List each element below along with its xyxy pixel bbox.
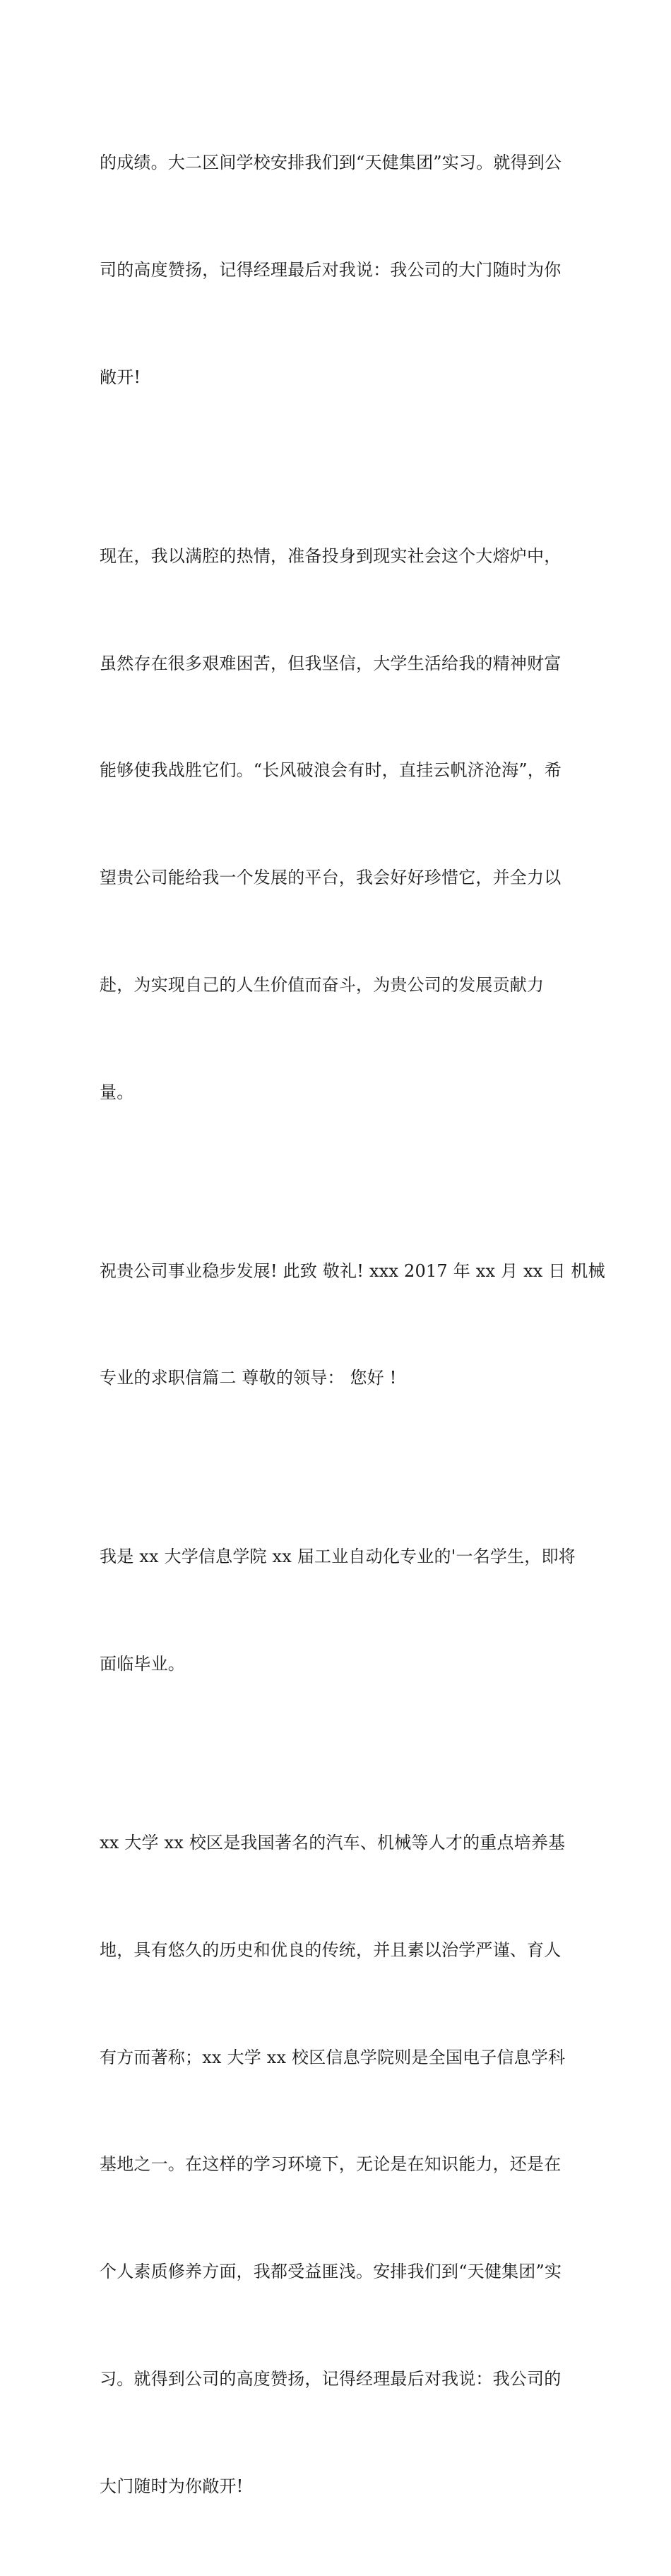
paragraph-university xyxy=(100,1754,574,2576)
text-line: 专业的求职信篇二 尊敬的领导： 您好 ! xyxy=(100,1368,397,1388)
text-line: 地，具有悠久的历史和优良的传统，并且素以治学严谨、育人 xyxy=(100,1939,562,1960)
text-line: 虽然存在很多艰难困苦，但我坚信，大学生活给我的精神财富 xyxy=(100,653,562,673)
text-line: 大门随时为你敞开! xyxy=(100,2476,244,2496)
text-line: 个人素质修养方面，我都受益匪浅。安排我们到“天健集团”实 xyxy=(100,2262,562,2282)
paragraph-aspiration xyxy=(100,467,574,1182)
text-line: xx 大学 xx 校区是我国著名的汽车、机械等人才的重点培养基 xyxy=(100,1833,566,1853)
text-line: 习。就得到公司的高度赞扬，记得经理最后对我说：我公司的 xyxy=(100,2369,562,2389)
text-line: 现在，我以满腔的热情，准备投身到现实社会这个大熔炉中， xyxy=(100,545,562,566)
text-line: 我是 xx 大学信息学院 xx 届工业自动化专业的'一名学生，即将 xyxy=(100,1547,576,1567)
document-body xyxy=(100,73,605,2576)
text-line: 量。 xyxy=(100,1082,134,1102)
text-line: 祝贵公司事业稳步发展! 此致 敬礼! xxx 2017 年 xx 月 xx 日 机械 xyxy=(100,1260,605,1281)
text-line: 敞开! xyxy=(100,367,141,387)
text-line: 望贵公司能给我一个发展的平台，我会好好珍惜它，并全力以 xyxy=(100,868,562,888)
text-line: 有方而著称；xx 大学 xx 校区信息学院则是全国电子信息学科 xyxy=(100,2047,566,2067)
text-line: 能够使我战胜它们。“长风破浪会有时，直挂云帆济沧海”，希 xyxy=(100,760,562,781)
paragraph-closing-and-title xyxy=(100,1181,605,1467)
text-line: 基地之一。在这样的学习环境下，无论是在知识能力，还是在 xyxy=(100,2154,562,2175)
text-line: 的成绩。大二区间学校安排我们到“天健集团”实习。就得到公 xyxy=(100,153,562,173)
text-line: 赴，为实现自己的人生价值而奋斗，为贵公司的发展贡献力 xyxy=(100,974,545,995)
text-line: 司的高度赞扬，记得经理最后对我说：我公司的大门随时为你 xyxy=(100,259,562,280)
text-line: 面临毕业。 xyxy=(100,1654,185,1674)
paragraph-introduction xyxy=(100,1467,574,1754)
paragraph-internship xyxy=(100,73,574,467)
